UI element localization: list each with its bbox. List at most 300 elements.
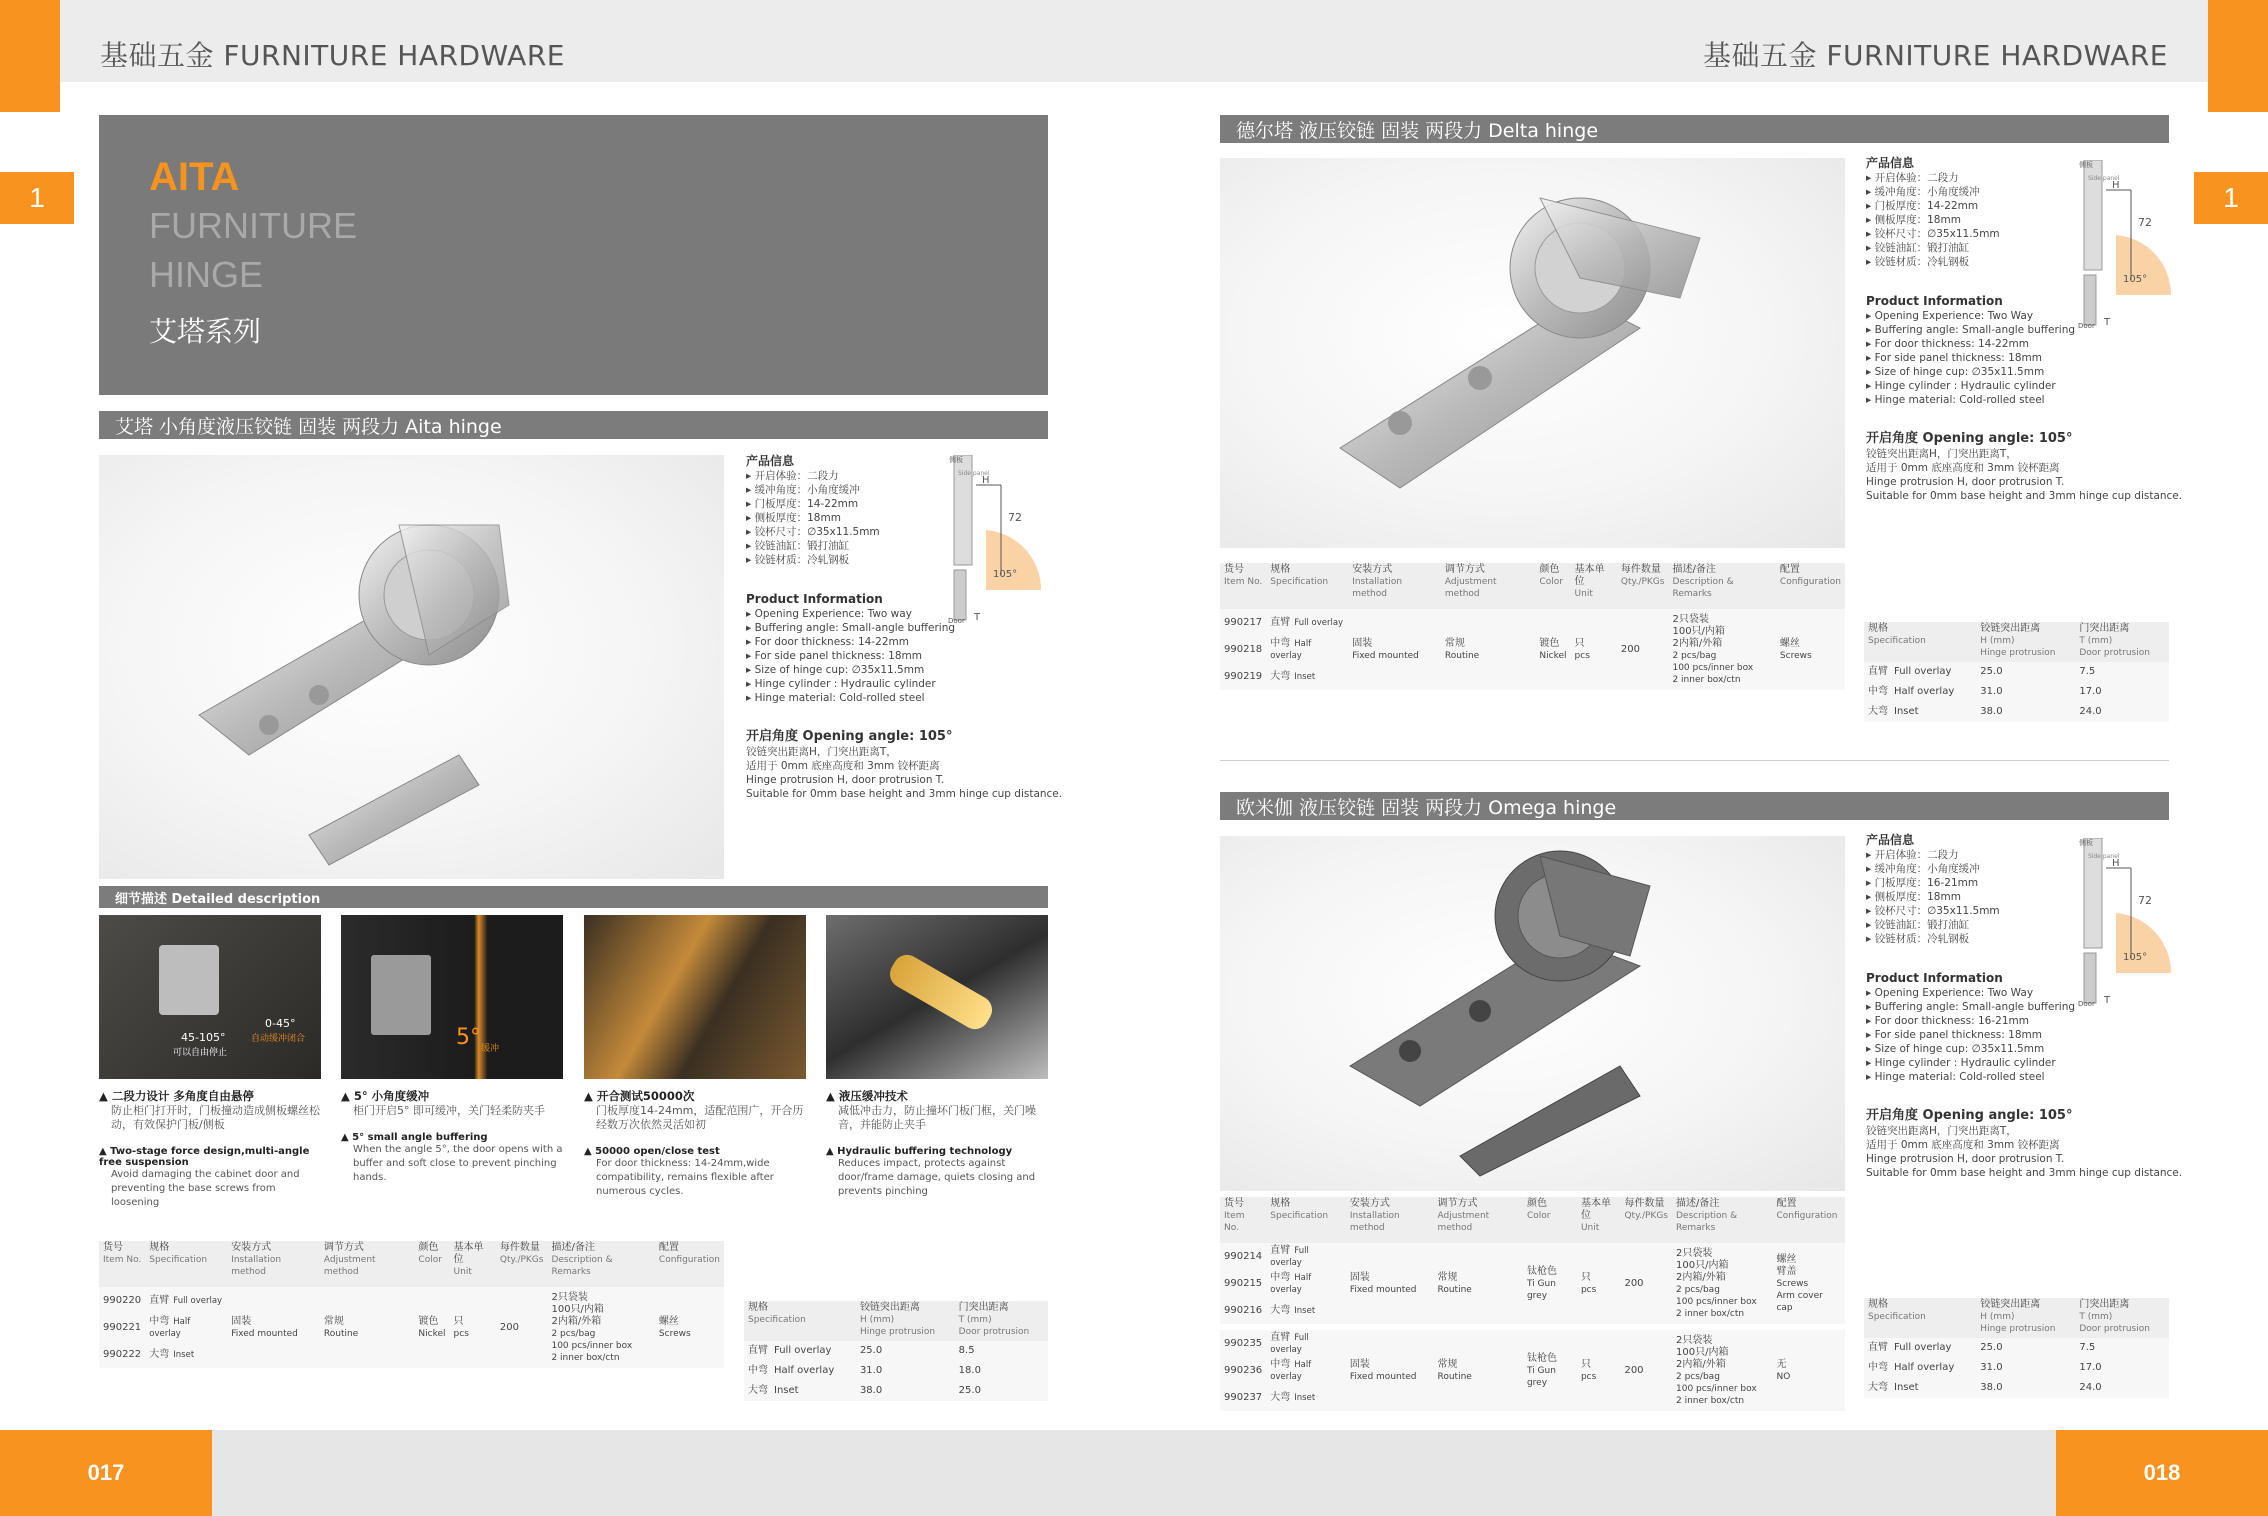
desc-line: 2 inner box/ctn xyxy=(1676,1395,1745,1406)
cell-en: Fixed mounted xyxy=(1352,650,1419,661)
cell-en: Routine xyxy=(1444,650,1480,661)
spec-header-en2: Hinge protrusion xyxy=(1980,1324,2056,1334)
desc-line: 2 pcs/bag xyxy=(1672,650,1717,661)
omega-cn-list xyxy=(1866,848,2096,946)
spec-t-value: 24.0 xyxy=(2075,1378,2169,1398)
spec-cn: 大弯 xyxy=(149,1348,170,1360)
spec-header-cell xyxy=(955,1301,1048,1341)
hinge-icon xyxy=(159,945,219,1015)
omega-cn-line: ▸ 侧板厚度：18mm xyxy=(1866,891,1961,903)
spec-type-cn: 中弯 xyxy=(1868,1362,1888,1373)
delta-en-line: ▸ Buffering angle: Small-angle buffering xyxy=(1866,324,2076,336)
delta-angle-line: 铰链突出距离H，门突出距离T， xyxy=(1866,448,2017,460)
cell-cn: 常规 xyxy=(323,1315,344,1327)
cell-cn: 只 xyxy=(1580,1271,1591,1283)
diagram-dim: 72 xyxy=(1008,511,1022,524)
merged-cell xyxy=(1434,1243,1523,1324)
cell-cn: 常规 xyxy=(1437,1271,1458,1283)
omega-hinge-icon xyxy=(1220,836,1845,1191)
cell-cn: 常规 xyxy=(1444,637,1465,649)
cell-cn: 200 xyxy=(499,1321,520,1333)
table-header-cell xyxy=(1772,1197,1845,1243)
spec-en: Inset xyxy=(1294,1392,1316,1403)
detail-image-3 xyxy=(584,915,806,1079)
header-cn: 每件数量 xyxy=(1620,564,1661,575)
item-number: 990236 xyxy=(1220,1357,1266,1384)
desc-line: 2 pcs/bag xyxy=(1676,1371,1720,1382)
detail-item xyxy=(341,1088,563,1185)
delta-hinge-photo xyxy=(1220,158,1845,548)
diagram-side-cn: 侧板 xyxy=(2079,839,2093,847)
detail-image-4 xyxy=(826,915,1048,1079)
merged-cell xyxy=(1577,1330,1620,1411)
desc-line: 100 pcs/inner box xyxy=(1676,1296,1757,1307)
aita-en-line: ▸ Opening Experience: Two way xyxy=(746,608,912,620)
merged-cell xyxy=(1434,1330,1523,1411)
cell-en: pcs xyxy=(453,1328,469,1339)
delta-en-line: ▸ Size of hinge cup: ∅35x11.5mm xyxy=(1866,366,2045,378)
aita-en-line: ▸ Size of hinge cup: ∅35x11.5mm xyxy=(746,664,925,676)
spec-header-row xyxy=(1864,1298,2169,1338)
spec-header-en: T (mm) xyxy=(2079,636,2113,646)
detail-section-bar: 细节描述 Detailed description xyxy=(99,886,1048,908)
delta-angle-line: 适用于 0mm 底座高度和 3mm 铰杯距离 xyxy=(1866,462,2060,474)
table-header-cell xyxy=(1346,1197,1434,1243)
header-cn: 描述/备注 xyxy=(551,1242,595,1253)
spec-h-value: 25.0 xyxy=(1976,1338,2075,1358)
cell-en: Routine xyxy=(323,1328,359,1339)
desc-line: 2 pcs/bag xyxy=(551,1328,596,1339)
desc-line: 100 pcs/inner box xyxy=(1672,662,1754,673)
chapter-marker-left: 1 xyxy=(0,172,74,224)
merged-cell xyxy=(1346,1330,1434,1411)
aita-cn-line: ▸ 铰链油缸：锻打油缸 xyxy=(746,540,850,552)
dimension-diagram-icon xyxy=(946,455,1046,625)
detail-desc-en: Reduces impact, protects against door/frame damage, quiets closing and prevents pinching xyxy=(838,1158,1036,1197)
spec-type-cell xyxy=(1864,702,1976,722)
cell-cn: 只 xyxy=(453,1315,464,1327)
header-cn: 颜色 xyxy=(1539,564,1560,575)
delta-en-heading: Product Information xyxy=(1866,294,2003,308)
aita-hinge-photo xyxy=(99,455,724,879)
table-header-row xyxy=(99,1241,724,1287)
spec-type-en: Full overlay xyxy=(774,1345,832,1356)
brand-furniture: FURNITURE xyxy=(149,205,357,246)
cell-en: Ti Gun grey xyxy=(1526,1278,1556,1301)
spec-row xyxy=(744,1361,1048,1381)
header-en: Configuration xyxy=(1779,577,1841,587)
spec-cell xyxy=(1266,1243,1346,1270)
chapter-marker-right: 1 xyxy=(2194,172,2268,224)
omega-en-line: ▸ For side panel thickness: 18mm xyxy=(1866,1029,2042,1041)
detail-desc-en: For door thickness: 14-24mm,wide compatibility, remains flexible after numerous cycles. xyxy=(596,1158,774,1197)
desc-line: 2只袋装 xyxy=(1676,1247,1713,1259)
desc-line: 100只/内箱 xyxy=(1672,625,1725,637)
desc-line: 100 pcs/inner box xyxy=(551,1340,633,1351)
header-en: Color xyxy=(1526,1211,1551,1221)
config-en: Screws xyxy=(658,1328,691,1339)
cell-cn: 200 xyxy=(1624,1277,1644,1289)
table-header-cell xyxy=(227,1241,320,1287)
omega-cn-line: ▸ 缓冲角度：小角度缓冲 xyxy=(1866,863,1980,875)
spec-header-cell xyxy=(856,1301,955,1341)
table-header-cell xyxy=(1617,563,1669,609)
header-en: Configuration xyxy=(1776,1211,1838,1221)
table-row xyxy=(1220,609,1845,636)
spec-row xyxy=(744,1341,1048,1361)
spec-cell xyxy=(1266,1297,1346,1324)
omega-cn-line: ▸ 铰链油缸：锻打油缸 xyxy=(1866,919,1970,931)
table-header-cell xyxy=(1571,563,1617,609)
item-number: 990235 xyxy=(1220,1330,1266,1357)
diagram-h: H xyxy=(982,475,990,486)
detail-desc-en: When the angle 5°, the door opens with a buffer and soft close to prevent pinching hands. xyxy=(353,1144,563,1183)
config-cell xyxy=(655,1287,724,1368)
merged-cell xyxy=(1535,609,1570,690)
aita-angle-line: Hinge protrusion H, door protrusion T. xyxy=(746,774,945,786)
cell-cn: 只 xyxy=(1580,1358,1591,1370)
omega-en-heading: Product Information xyxy=(1866,971,2003,985)
omega-hinge-photo xyxy=(1220,836,1845,1191)
header-cn: 规格 xyxy=(1270,1198,1291,1209)
spec-header-cell xyxy=(2075,622,2169,662)
aita-en-heading: Product Information xyxy=(746,592,883,606)
spec-type-en: Half overlay xyxy=(1894,686,1955,697)
spec-cell xyxy=(1266,1330,1346,1357)
header-en: Installation method xyxy=(231,1255,282,1277)
spec-row xyxy=(1864,702,2169,722)
spec-header-cn: 铰链突出距离 xyxy=(859,1302,920,1313)
omega-cn-line: ▸ 开启体验：二段力 xyxy=(1866,849,1959,861)
header-en: Description & Remarks xyxy=(551,1255,613,1277)
omega-angle-line: Suitable for 0mm base height and 3mm hinge cup distance. xyxy=(1866,1167,2183,1179)
spec-h-value: 38.0 xyxy=(856,1381,955,1401)
dimension-diagram-icon xyxy=(2076,838,2176,1008)
aita-dimension-diagram xyxy=(946,455,1046,625)
desc-line: 2 pcs/bag xyxy=(1676,1284,1720,1295)
cell-cn: 固装 xyxy=(231,1315,252,1327)
spec-t-value: 25.0 xyxy=(955,1381,1048,1401)
detail-item xyxy=(99,1088,321,1210)
header-en: Installation method xyxy=(1349,1211,1400,1233)
config-en: NO xyxy=(1776,1371,1791,1382)
spec-h-value: 31.0 xyxy=(1976,682,2075,702)
header-cn: 安装方式 xyxy=(1349,1198,1390,1209)
omega-en-line: ▸ Size of hinge cup: ∅35x11.5mm xyxy=(1866,1043,2045,1055)
item-number: 990220 xyxy=(99,1287,145,1314)
table-header-cell xyxy=(1441,563,1536,609)
header-en: Configuration xyxy=(658,1255,720,1265)
delta-cn-line: ▸ 铰杯尺寸：∅35x11.5mm xyxy=(1866,228,2000,240)
detail-img2-text: 缓冲 xyxy=(481,1044,500,1054)
spec-header-cell xyxy=(2075,1298,2169,1338)
spec-h-value: 31.0 xyxy=(856,1361,955,1381)
spec-cell xyxy=(1266,663,1348,690)
merged-cell xyxy=(1348,609,1441,690)
omega-spec-table xyxy=(1864,1298,2169,1398)
brand-series: 艾塔系列 xyxy=(149,315,262,348)
spec-header-cell xyxy=(1864,1298,1976,1338)
diagram-door: Door xyxy=(2078,1000,2095,1008)
omega-angle-line: 适用于 0mm 底座高度和 3mm 铰杯距离 xyxy=(1866,1139,2060,1151)
omega-en-line: ▸ Buffering angle: Small-angle buffering xyxy=(1866,1001,2076,1013)
detail-desc-cn: 门板厚度14-24mm，适配范围广，开合历经数万次依然灵活如初 xyxy=(596,1104,804,1131)
cell-cn: 镀色 xyxy=(418,1315,439,1327)
aita-en-line: ▸ Hinge material: Cold-rolled steel xyxy=(746,692,925,704)
omega-en-list xyxy=(1866,986,2096,1084)
spec-t-value: 7.5 xyxy=(2075,662,2169,682)
merged-cell xyxy=(1571,609,1617,690)
header-en: Qty./PKGs xyxy=(499,1255,544,1265)
spec-en: Full overlay xyxy=(1270,1245,1309,1268)
spec-cell xyxy=(1266,1357,1346,1384)
merged-cell xyxy=(414,1287,449,1368)
header-cn: 颜色 xyxy=(1526,1198,1547,1209)
delta-angle-line: Suitable for 0mm base height and 3mm hinge cup distance. xyxy=(1866,490,2183,502)
omega-cn-line: ▸ 门板厚度：16-21mm xyxy=(1866,877,1979,889)
header-cn: 基本单位 xyxy=(453,1242,484,1265)
omega-cn-heading: 产品信息 xyxy=(1866,833,1915,847)
spec-en: Half overlay xyxy=(149,1316,191,1339)
spec-type-cn: 大弯 xyxy=(748,1385,768,1396)
header-en: Item No. xyxy=(1224,1211,1245,1233)
spec-type-cn: 中弯 xyxy=(748,1365,768,1376)
omega-section-bar: 欧米伽 液压铰链 固装 两段力 Omega hinge xyxy=(1220,792,2169,820)
desc-line: 2只袋装 xyxy=(1676,1334,1713,1346)
desc-line: 2内箱/外箱 xyxy=(1676,1271,1726,1283)
diagram-side-label: Side panel xyxy=(958,470,990,477)
detail-title-en: ▲ 5° small angle buffering xyxy=(341,1132,488,1143)
header-en: Adjustment method xyxy=(1444,577,1497,599)
spec-row xyxy=(744,1381,1048,1401)
delta-angle-heading: 开启角度 Opening angle: 105° xyxy=(1866,431,2073,446)
brand-title: AITA xyxy=(149,155,240,199)
spec-type-en: Inset xyxy=(1894,1382,1919,1393)
diagram-dim: 72 xyxy=(2138,216,2152,229)
delta-cn-line: ▸ 开启体验：二段力 xyxy=(1866,172,1959,184)
diagram-angle: 105° xyxy=(2123,952,2148,963)
header-en: Specification xyxy=(1270,1211,1329,1221)
table-row xyxy=(1220,1243,1845,1270)
diagram-door: Door xyxy=(948,617,965,625)
diagram-door: Door xyxy=(2078,322,2095,330)
detail-desc-en: Avoid damaging the cabinet door and preventing the base screws from loosening xyxy=(111,1169,300,1208)
brand-hinge: HINGE xyxy=(149,254,264,295)
cell-cn: 只 xyxy=(1574,637,1585,649)
delta-cn-list xyxy=(1866,171,2096,269)
spec-t-value: 17.0 xyxy=(2075,1358,2169,1378)
spec-header-en: Specification xyxy=(1868,1312,1926,1322)
dimension-diagram-icon xyxy=(2076,160,2176,330)
aita-angle-text xyxy=(746,745,1063,801)
delta-cn-line: ▸ 铰链材质：冷轧钢板 xyxy=(1866,256,1970,268)
spec-type-cell xyxy=(1864,662,1976,682)
aita-hinge-icon xyxy=(99,455,724,879)
cell-cn: 常规 xyxy=(1437,1358,1458,1370)
hinge-arm-icon xyxy=(371,955,431,1035)
delta-en-line: ▸ For door thickness: 14-22mm xyxy=(1866,338,2029,350)
cell-cn: 固装 xyxy=(1349,1271,1370,1283)
spec-header-en2: Door protrusion xyxy=(2079,648,2150,658)
merged-cell xyxy=(1441,609,1536,690)
spec-cell xyxy=(145,1287,227,1314)
spec-type-cn: 中弯 xyxy=(1868,686,1888,697)
detail-item xyxy=(584,1088,806,1199)
table-header-cell xyxy=(1434,1197,1523,1243)
diagram-t: T xyxy=(2104,995,2111,1006)
spec-type-cell xyxy=(1864,1378,1976,1398)
merged-cell xyxy=(1617,609,1669,690)
merged-cell xyxy=(1523,1243,1577,1324)
detail-title-en: ▲ 50000 open/close test xyxy=(584,1146,720,1157)
item-number: 990219 xyxy=(1220,663,1266,690)
diagram-angle: 105° xyxy=(2123,274,2148,285)
header-en: Unit xyxy=(1574,589,1593,599)
cell-en: Nickel xyxy=(1539,650,1567,661)
merged-cell xyxy=(227,1287,320,1368)
spec-type-cell xyxy=(744,1341,856,1361)
table-header-cell xyxy=(1668,563,1775,609)
delta-en-line: ▸ Hinge cylinder : Hydraulic cylinder xyxy=(1866,380,2056,392)
header-cn: 颜色 xyxy=(418,1242,439,1253)
aita-en-line: ▸ For side panel thickness: 18mm xyxy=(746,650,922,662)
diagram-angle: 105° xyxy=(993,569,1018,580)
desc-line: 2只袋装 xyxy=(551,1291,588,1303)
table-header-cell xyxy=(1348,563,1441,609)
config-cell xyxy=(1776,609,1845,690)
diagram-t: T xyxy=(2104,317,2111,328)
spec-type-en: Inset xyxy=(774,1385,799,1396)
omega-en-line: ▸ Hinge cylinder : Hydraulic cylinder xyxy=(1866,1057,2056,1069)
item-number: 990217 xyxy=(1220,609,1266,636)
cell-en: Fixed mounted xyxy=(231,1328,298,1339)
item-number: 990216 xyxy=(1220,1297,1266,1324)
item-number: 990237 xyxy=(1220,1384,1266,1411)
aita-en-line: ▸ Buffering angle: Small-angle buffering xyxy=(746,622,956,634)
header-en: Specification xyxy=(149,1255,208,1265)
header-en: Unit xyxy=(453,1267,472,1277)
spec-en: Inset xyxy=(1294,671,1316,682)
brand-block xyxy=(99,115,1048,395)
omega-cn-line: ▸ 铰链材质：冷轧钢板 xyxy=(1866,933,1970,945)
spec-type-cn: 直臂 xyxy=(1868,1342,1888,1353)
spec-cn: 大弯 xyxy=(1270,670,1291,682)
spec-cell xyxy=(145,1341,227,1368)
config-cn: 螺丝 xyxy=(1779,637,1800,649)
header-cn: 规格 xyxy=(149,1242,170,1253)
delta-section-bar: 德尔塔 液压铰链 固装 两段力 Delta hinge xyxy=(1220,115,2169,143)
cell-en: Routine xyxy=(1437,1371,1472,1382)
spec-header-cn: 铰链突出距离 xyxy=(1980,1299,2041,1310)
cell-en: Fixed mounted xyxy=(1349,1371,1417,1382)
spec-header-cell xyxy=(1864,622,1976,662)
cell-cn: 200 xyxy=(1620,643,1641,655)
item-number: 990218 xyxy=(1220,636,1266,663)
spec-type-cn: 大弯 xyxy=(1868,1382,1888,1393)
detail-image-1 xyxy=(99,915,321,1079)
omega-dimension-diagram xyxy=(2076,838,2176,1008)
delta-hinge-icon xyxy=(1220,158,1845,548)
header-cn: 货号 xyxy=(103,1242,123,1253)
diagram-side-label: Side panel xyxy=(2088,175,2120,182)
omega-angle-line: Hinge protrusion H, door protrusion T. xyxy=(1866,1153,2065,1165)
spec-header-en: H (mm) xyxy=(1980,636,2015,646)
header-cn: 安装方式 xyxy=(231,1242,272,1253)
aita-cn-heading: 产品信息 xyxy=(746,454,795,468)
spec-header-cn: 规格 xyxy=(748,1302,768,1313)
table-header-cell xyxy=(1220,563,1266,609)
spec-type-en: Half overlay xyxy=(1894,1362,1955,1373)
diagram-side-cn: 侧板 xyxy=(2079,161,2093,169)
spec-header-cell xyxy=(1976,622,2075,662)
cell-en: pcs xyxy=(1580,1371,1597,1382)
spec-header-en: T (mm) xyxy=(958,1315,992,1325)
header-cn: 调节方式 xyxy=(1437,1198,1478,1209)
cell-cn: 钛枪色 xyxy=(1526,1265,1557,1277)
desc-line: 100只/内箱 xyxy=(1676,1346,1729,1358)
spec-t-value: 8.5 xyxy=(955,1341,1048,1361)
aita-cn-line: ▸ 缓冲角度：小角度缓冲 xyxy=(746,484,860,496)
aita-section-bar: 艾塔 小角度液压铰链 固装 两段力 Aita hinge xyxy=(99,411,1048,439)
detail-desc-cn: 减低冲击力，防止撞坏门板门框，关门噪音，并能防止夹手 xyxy=(838,1104,1036,1131)
desc-line: 100只/内箱 xyxy=(1676,1259,1729,1271)
spec-en: Full overlay xyxy=(173,1295,223,1306)
delta-cn-line: ▸ 侧板厚度：18mm xyxy=(1866,214,1961,226)
delta-cn-line: ▸ 门板厚度：14-22mm xyxy=(1866,200,1979,212)
cell-en: Nickel xyxy=(418,1328,446,1339)
header-en: Specification xyxy=(1270,577,1329,587)
spec-header-en: Specification xyxy=(748,1315,806,1325)
aita-angle-heading: 开启角度 Opening angle: 105° xyxy=(746,729,953,744)
description-cell xyxy=(1672,1243,1772,1324)
aita-angle-line: Suitable for 0mm base height and 3mm hinge cup distance. xyxy=(746,788,1063,800)
spec-cell xyxy=(145,1314,227,1341)
delta-cn-heading: 产品信息 xyxy=(1866,156,1915,170)
spec-t-value: 7.5 xyxy=(2075,1338,2169,1358)
detail-img1-text-b: 自动缓冲闭合 xyxy=(251,1034,306,1044)
header-cn: 配置 xyxy=(1779,564,1800,575)
diagram-side-cn: 侧板 xyxy=(949,456,963,464)
corner-tab-right xyxy=(2208,0,2268,112)
config-cn: 无 xyxy=(1776,1358,1787,1370)
table-header-cell xyxy=(1523,1197,1577,1243)
spec-header-en2: Door protrusion xyxy=(2079,1324,2150,1334)
desc-line: 2内箱/外箱 xyxy=(1676,1358,1726,1370)
table-header-row xyxy=(1220,1197,1845,1243)
spec-h-value: 31.0 xyxy=(1976,1358,2075,1378)
spec-type-en: Full overlay xyxy=(1894,666,1952,677)
description-cell xyxy=(547,1287,654,1368)
spec-cn: 中弯 xyxy=(1270,637,1291,649)
aita-cn-line: ▸ 铰杯尺寸：∅35x11.5mm xyxy=(746,526,880,538)
delta-angle-text xyxy=(1866,447,2183,503)
spec-row xyxy=(1864,1378,2169,1398)
spec-en: Inset xyxy=(1294,1305,1316,1316)
merged-cell xyxy=(1346,1243,1434,1324)
omega-angle-text xyxy=(1866,1124,2183,1180)
diagram-side-label: Side panel xyxy=(2088,853,2120,860)
header-right: 基础五金 FURNITURE HARDWARE xyxy=(1703,39,2168,72)
header-en: Qty./PKGs xyxy=(1620,577,1665,587)
spec-type-cell xyxy=(1864,1338,1976,1358)
detail-title-cn: ▲ 5° 小角度缓冲 xyxy=(341,1089,430,1103)
spec-h-value: 25.0 xyxy=(856,1341,955,1361)
spec-type-en: Half overlay xyxy=(774,1365,835,1376)
table-header-cell xyxy=(145,1241,227,1287)
spec-cn: 大弯 xyxy=(1270,1304,1291,1316)
diagram-t: T xyxy=(974,612,981,623)
header-en: Item No. xyxy=(103,1255,142,1265)
